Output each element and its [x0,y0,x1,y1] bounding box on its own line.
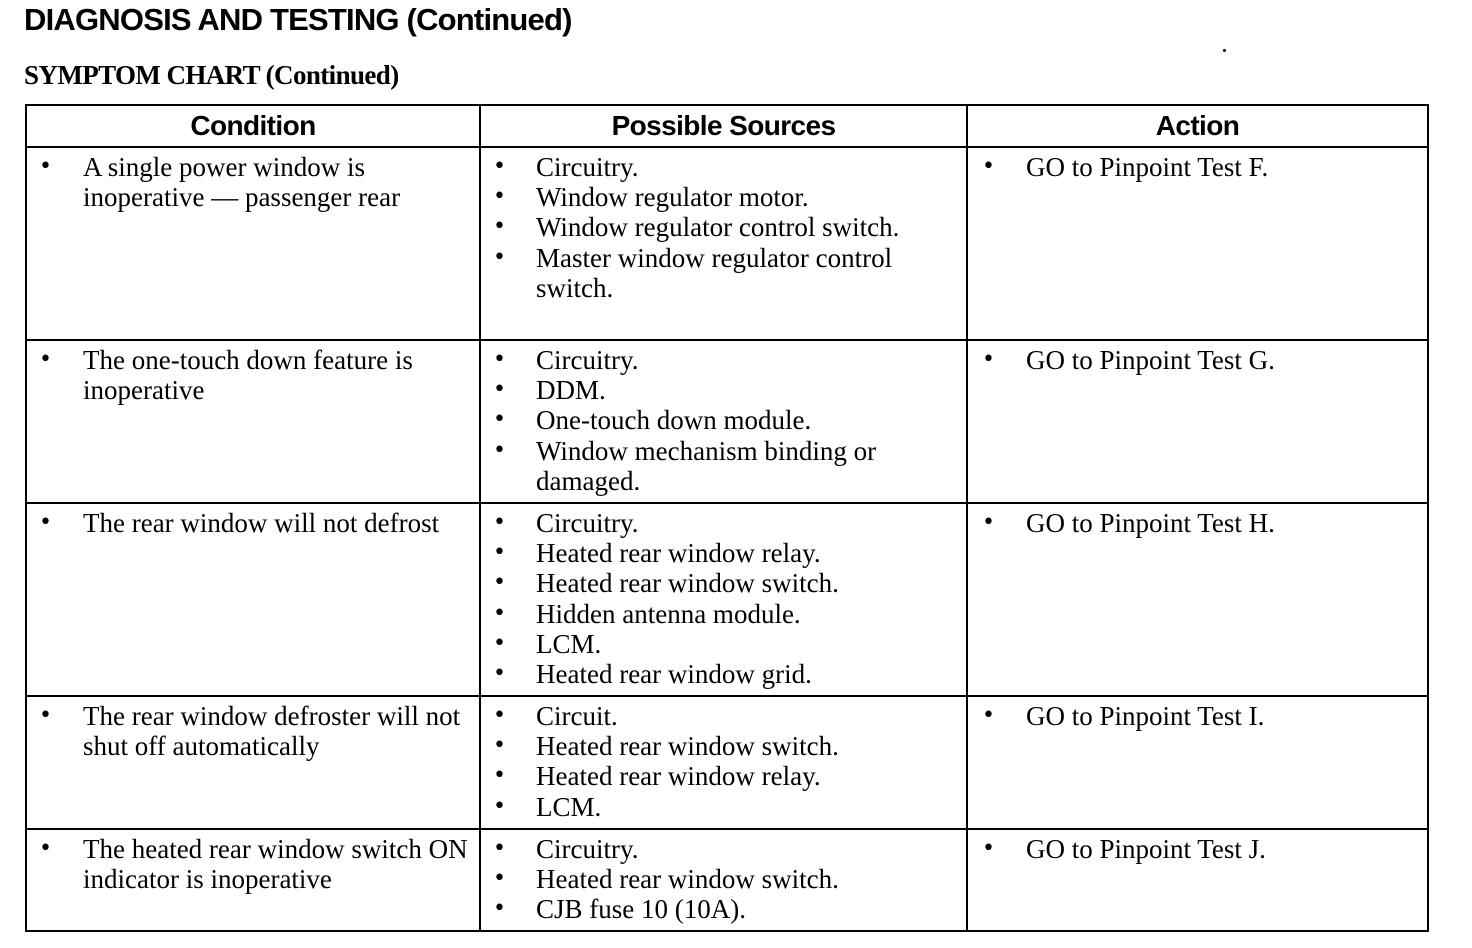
source-item [493,731,958,761]
table-header-row [26,105,1428,147]
source-text: Window regulator control switch. [536,212,900,243]
bullet-icon: • [493,347,506,372]
source-item [493,599,958,629]
bullet-icon: • [493,793,506,819]
source-text: Window mechanism binding or damaged. [536,435,877,496]
bullet-icon: • [493,407,506,433]
bullet-icon: • [493,733,506,759]
bullet-icon: • [39,510,52,535]
bullet-icon: • [493,661,506,687]
bullet-icon: • [493,570,506,596]
action-cell [967,147,1428,340]
action-cell [967,829,1428,931]
bullet-icon: • [493,630,506,656]
condition-cell [26,503,480,696]
source-item [493,436,958,496]
bullet-icon: • [39,154,52,179]
bullet-icon: • [493,377,506,403]
sources-cell [480,829,967,931]
bullet-icon: • [493,896,506,922]
table-row [26,340,1428,503]
condition-item [39,701,471,761]
action-item [982,701,1419,731]
table-row [26,829,1428,931]
source-text: Heated rear window relay. [536,538,821,569]
symptom-chart-title: SYMPTOM CHART (Continued) [24,60,399,90]
source-text: Circuitry. [536,834,639,864]
bullet-icon: • [493,540,506,566]
source-text: Heated rear window switch. [536,731,839,762]
bullet-icon: • [39,836,52,861]
condition-text: The heated rear window switch ON indicator is inoperative [83,834,468,895]
condition-cell [26,696,480,829]
condition-item [39,834,471,894]
bullet-icon: • [493,763,506,789]
source-item [493,345,958,375]
sources-cell [480,340,967,503]
column-header-condition: Condition [26,105,480,147]
source-text: Heated rear window grid. [536,659,812,690]
source-text: Circuitry. [536,152,639,182]
source-text: Master window regulator control switch. [536,242,893,303]
source-text: DDM. [536,375,606,406]
page-heading: DIAGNOSIS AND TESTING (Continued) [24,2,572,37]
action-item [982,345,1419,375]
bullet-icon: • [39,347,52,372]
action-item [982,508,1419,538]
condition-cell [26,340,480,503]
bullet-icon: • [39,703,52,728]
action-cell [967,503,1428,696]
action-text: GO to Pinpoint Test G. [1026,345,1275,375]
source-text: Heated rear window switch. [536,864,839,895]
condition-text: The rear window defroster will not shut off automatically [83,701,461,762]
bullet-icon: • [493,214,506,240]
source-text: Circuitry. [536,345,639,375]
source-item [493,375,958,405]
bullet-icon: • [493,703,506,728]
action-cell [967,696,1428,829]
bullet-icon: • [493,510,506,535]
bullet-icon: • [982,347,995,372]
condition-item [39,345,471,405]
sources-cell [480,503,967,696]
source-item [493,864,958,894]
table-row [26,696,1428,829]
condition-cell [26,829,480,931]
source-text: Heated rear window switch. [536,568,839,599]
source-item [493,538,958,568]
print-speck [1223,49,1226,52]
condition-item [39,152,471,212]
condition-text: The rear window will not defrost [83,508,440,538]
bullet-icon: • [493,154,506,179]
source-text: Circuitry. [536,508,639,538]
sources-cell [480,696,967,829]
condition-text: The one-touch down feature is inoperative [83,345,413,406]
action-text: GO to Pinpoint Test I. [1026,701,1265,731]
source-text: Heated rear window relay. [536,761,821,792]
source-item [493,701,958,731]
source-text: LCM. [536,628,602,659]
source-item [493,792,958,822]
action-item [982,152,1419,182]
source-text: One-touch down module. [536,405,812,436]
action-text: GO to Pinpoint Test H. [1026,508,1275,538]
source-text: CJB fuse 10 (10A). [536,894,746,925]
source-item [493,659,958,689]
bullet-icon: • [493,866,506,892]
bullet-icon: • [982,703,995,728]
source-item [493,182,958,212]
table-row [26,503,1428,696]
source-text: Hidden antenna module. [536,598,801,629]
sources-cell [480,147,967,340]
bullet-icon: • [982,154,995,179]
source-item [493,508,958,538]
bullet-icon: • [982,510,995,535]
condition-cell [26,147,480,340]
source-text: Window regulator motor. [536,182,809,213]
condition-text: A single power window is inoperative — passenger rear [83,152,401,213]
action-text: GO to Pinpoint Test F. [1026,152,1269,182]
action-item [982,834,1419,864]
bullet-icon: • [493,836,506,861]
source-item [493,152,958,182]
source-item [493,761,958,791]
bullet-icon: • [493,244,506,270]
symptom-chart-table [25,104,1429,932]
bullet-icon: • [493,184,506,210]
source-item [493,568,958,598]
table-row [26,147,1428,340]
source-text: Circuit. [536,701,618,731]
bullet-icon: • [493,600,506,626]
column-header-action: Action [967,105,1428,147]
source-item [493,212,958,242]
action-text: GO to Pinpoint Test J. [1026,834,1266,864]
source-item [493,834,958,864]
source-item [493,894,958,924]
source-text: LCM. [536,791,602,822]
source-item [493,629,958,659]
condition-item [39,508,471,538]
bullet-icon: • [493,437,506,463]
source-item [493,405,958,435]
bullet-icon: • [982,836,995,861]
column-header-possible-sources: Possible Sources [480,105,967,147]
source-item [493,243,958,303]
action-cell [967,340,1428,503]
